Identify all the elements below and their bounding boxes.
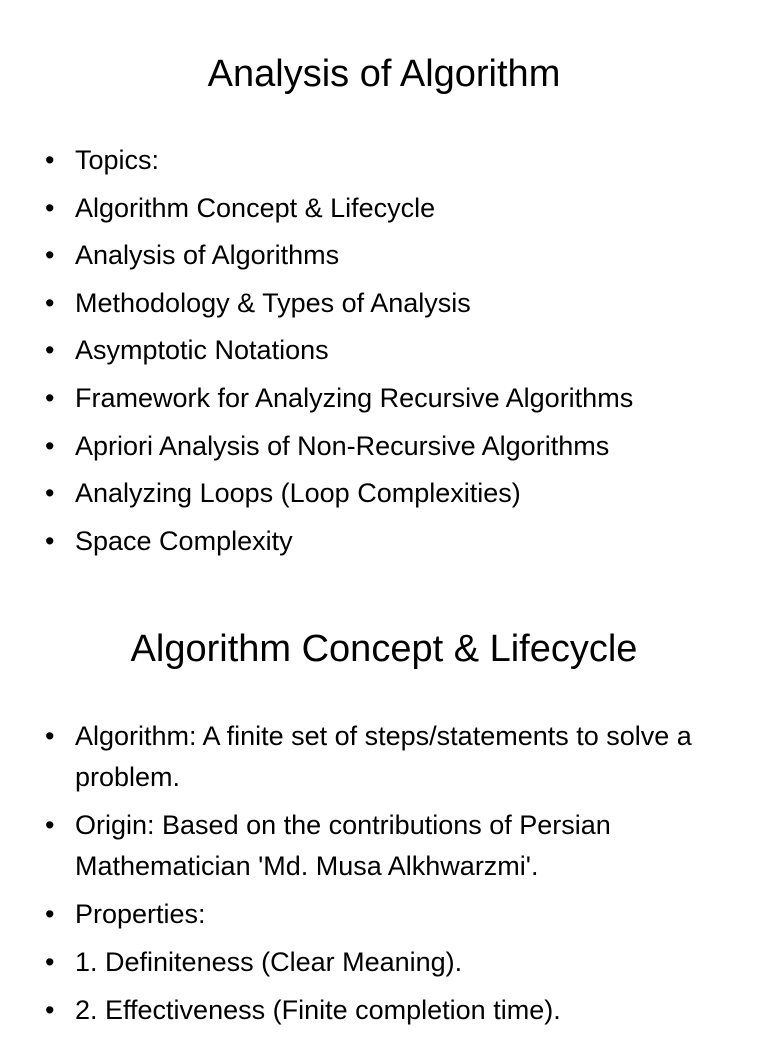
bullet-item: • Topics: — [0, 137, 768, 185]
bullet-item: • Space Complexity — [0, 518, 768, 566]
bullet-item: • Analysis of Algorithms — [0, 232, 768, 280]
bullet-item: • Origin: Based on the contributions of Persian Mathematician 'Md. Musa Alkhwarzmi'. — [0, 805, 768, 887]
bullet-item: • Asymptotic Notations — [0, 327, 768, 375]
slide-algorithm-concept-lifecycle — [0, 600, 768, 1024]
slide-title: Algorithm Concept & Lifecycle — [130, 628, 638, 670]
bullet-item: • 1. Definiteness (Clear Meaning). — [0, 942, 768, 983]
slide-title: Analysis of Algorithm — [207, 53, 561, 95]
bullet-item: • Methodology & Types of Analysis — [0, 280, 768, 328]
bullet-item: • Algorithm Concept & Lifecycle — [0, 185, 768, 233]
bullet-item: • Analyzing Loops (Loop Complexities) — [0, 470, 768, 518]
bullet-item: • 2. Effectiveness (Finite completion time). — [0, 990, 768, 1031]
bullet-list — [0, 137, 768, 565]
bullet-item: • Framework for Analyzing Recursive Algorithms — [0, 375, 768, 423]
bullet-list — [0, 716, 768, 1038]
bullet-item: • Apriori Analysis of Non-Recursive Algorithms — [0, 423, 768, 471]
bullet-item: • Properties: — [0, 894, 768, 935]
bullet-item: • Algorithm: A finite set of steps/statements to solve a problem. — [0, 716, 768, 798]
